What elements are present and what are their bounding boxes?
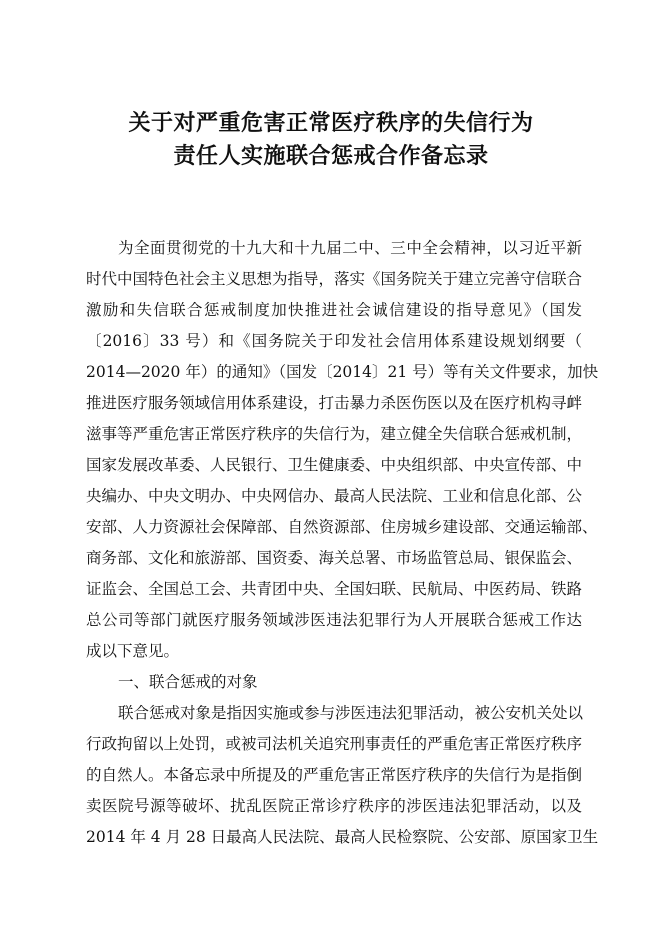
intro-line-13: 总公司等部门就医疗服务领域涉医违法犯罪行为人开展联合惩戒工作达 bbox=[86, 611, 582, 629]
intro-line-9: 央编办、中央文明办、中央网信办、最高人民法院、工业和信息化部、公 bbox=[86, 487, 583, 505]
section-1-heading: 一、联合惩戒的对象 bbox=[118, 673, 258, 691]
section-1-line-4: 卖医院号源等破坏、扰乱医院正常诊疗秩序的涉医违法犯罪活动，以及 bbox=[86, 797, 582, 815]
intro-line-4: 〔2016〕33 号）和《国务院关于印发社会信用体系建设规划纲要（ bbox=[86, 332, 582, 350]
intro-line-11: 商务部、文化和旅游部、国资委、海关总署、市场监管总局、银保监会、 bbox=[86, 549, 583, 567]
section-1-line-5: 2014 年 4 月 28 日最高人民法院、最高人民检察院、公安部、原国家卫生 bbox=[86, 828, 599, 846]
document-title-line-1: 关于对严重危害正常医疗秩序的失信行为 bbox=[128, 110, 534, 136]
section-1-line-1: 联合惩戒对象是指因实施或参与涉医违法犯罪活动，被公安机关处以 bbox=[118, 704, 584, 722]
intro-line-10: 安部、人力资源社会保障部、自然资源部、住房城乡建设部、交通运输部、 bbox=[86, 518, 598, 536]
intro-line-7: 滋事等严重危害正常医疗秩序的失信行为，建立健全失信联合惩戒机制， bbox=[86, 425, 583, 443]
section-1-line-3: 的自然人。本备忘录中所提及的严重危害正常医疗秩序的失信行为是指倒 bbox=[86, 766, 583, 784]
section-1-line-2: 行政拘留以上处罚，或被司法机关追究刑事责任的严重危害正常医疗秩序 bbox=[86, 735, 583, 753]
intro-line-6: 推进医疗服务领域信用体系建设，打击暴力杀医伤医以及在医疗机构寻衅 bbox=[86, 394, 583, 412]
intro-line-14: 成以下意见。 bbox=[86, 642, 180, 660]
intro-line-2: 时代中国特色社会主义思想为指导，落实《国务院关于建立完善守信联合 bbox=[86, 270, 583, 288]
intro-line-8: 国家发展改革委、人民银行、卫生健康委、中央组织部、中央宣传部、中 bbox=[86, 456, 583, 474]
intro-line-3: 激励和失信联合惩戒制度加快推进社会诚信建设的指导意见》（国发 bbox=[86, 301, 582, 319]
intro-line-1: 为全面贯彻党的十九大和十九届二中、三中全会精神，以习近平新 bbox=[118, 239, 582, 257]
intro-line-5: 2014—2020 年）的通知》（国发〔2014〕21 号）等有关文件要求，加快 bbox=[86, 363, 599, 381]
intro-line-12: 证监会、全国总工会、共青团中央、全国妇联、民航局、中医药局、铁路 bbox=[86, 580, 583, 598]
document-title-line-2: 责任人实施联合惩戒合作备忘录 bbox=[173, 143, 489, 169]
